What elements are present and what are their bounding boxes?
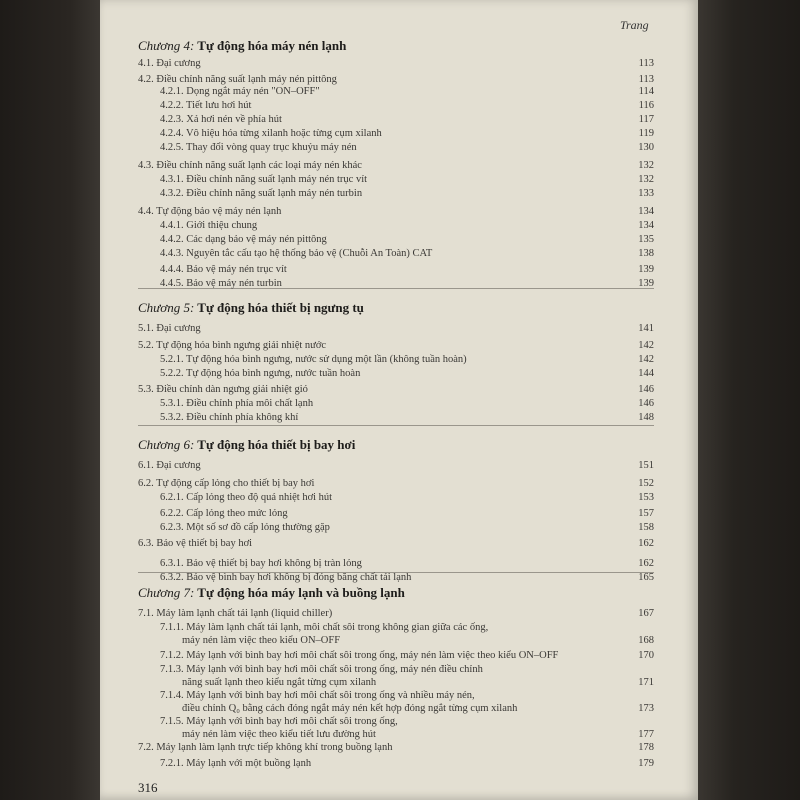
toc-entry-page: 132 [638, 174, 654, 185]
toc-entry-page: 138 [638, 248, 654, 259]
toc-entry-page: 142 [638, 354, 654, 365]
toc-entry-text: 4.2.3. Xả hơi nén về phía hút [160, 114, 282, 125]
toc-entry-page: 133 [638, 188, 654, 199]
toc-entry-text: 7.1. Máy làm lạnh chất tải lạnh (liquid chiller) [138, 608, 333, 619]
toc-entry[interactable] [100, 412, 698, 426]
toc-page [100, 0, 698, 800]
toc-entry-page: 173 [638, 703, 654, 714]
toc-entry[interactable] [100, 340, 698, 354]
chapter-title: Tự động hóa thiết bị ngưng tụ [194, 300, 364, 315]
toc-entry-page: 139 [638, 264, 654, 275]
toc-entry-text: 4.4.4. Bảo vệ máy nén trục vít [160, 264, 287, 275]
toc-entry-page: 157 [638, 508, 654, 519]
toc-entry-continuation-text: điều chỉnh Q₀ bằng cách đóng ngắt máy nén kết hợp đóng ngắt từng cụm xilanh [182, 703, 518, 714]
chapter-title: Tự động hóa máy nén lạnh [194, 38, 347, 53]
toc-entry-page: 162 [638, 538, 654, 549]
book-edge-shadow [698, 0, 800, 800]
toc-entry-page: 130 [638, 142, 654, 153]
toc-entry-page: 158 [638, 522, 654, 533]
toc-entry-text: 4.2.4. Vô hiệu hóa từng xilanh hoặc từng cụm xilanh [160, 128, 382, 139]
toc-entry-page: 144 [638, 368, 654, 379]
toc-entry-page: 134 [638, 206, 654, 217]
toc-entry[interactable] [100, 492, 698, 506]
toc-entry-text: 6.2.1. Cấp lỏng theo độ quá nhiệt hơi hút [160, 492, 333, 503]
toc-entry-page: 177 [638, 729, 654, 740]
toc-entry-text: 4.1. Đại cương [138, 58, 201, 69]
toc-entry-text: 5.1. Đại cương [138, 323, 201, 334]
toc-entry-continuation-text: máy nén làm việc theo kiểu tiết lưu đường hút [182, 729, 376, 740]
toc-entry-text: 6.3.1. Bảo vệ thiết bị bay hơi không bị tràn lỏng [160, 558, 362, 569]
toc-entry[interactable] [100, 220, 698, 234]
toc-entry-text: 6.3. Bảo vệ thiết bị bay hơi [138, 538, 253, 549]
toc-entry-page: 170 [638, 650, 654, 661]
toc-entry-page: 135 [638, 234, 654, 245]
toc-entry[interactable] [100, 86, 698, 100]
toc-entry-text: 5.3.1. Điều chỉnh phía môi chất lạnh [160, 398, 314, 409]
toc-entry-page: 117 [638, 114, 654, 125]
toc-entry-text: 5.2. Tự động hóa bình ngưng giải nhiệt nước [138, 340, 327, 351]
chapter-heading[interactable] [138, 38, 346, 54]
toc-entry[interactable] [100, 278, 698, 292]
toc-entry-text: 7.1.1. Máy làm lạnh chất tải lạnh, môi chất sôi trong không gian giữa các ống, [160, 622, 489, 633]
page-column-header: Trang [620, 18, 649, 32]
toc-entry-continuation-text: máy nén làm việc theo kiểu ON–OFF [182, 635, 341, 646]
toc-entry-page: 168 [638, 635, 654, 646]
toc-entry[interactable] [100, 538, 698, 552]
toc-entry[interactable] [100, 323, 698, 337]
toc-entry-text: 7.1.5. Máy lạnh với bình bay hơi môi chất sôi trong ống, [160, 716, 398, 727]
toc-entry-page: 153 [638, 492, 654, 503]
chapter-label: Chương 6: [138, 437, 195, 452]
toc-entry-page: 141 [638, 323, 654, 334]
toc-entry-continuation-text: năng suất lạnh theo kiểu ngắt từng cụm xilanh [182, 677, 377, 688]
toc-entry-text: 4.2.2. Tiết lưu hơi hút [160, 100, 252, 111]
toc-entry[interactable] [100, 742, 698, 756]
toc-entry-text: 7.2. Máy lạnh làm lạnh trực tiếp không khí trong buồng lạnh [138, 742, 393, 753]
toc-entry-text: 7.1.4. Máy lạnh với bình bay hơi môi chất sôi trong ống và nhiều máy nén, [160, 690, 475, 701]
chapter-label: Chương 5: [138, 300, 195, 315]
toc-entry-page: 179 [638, 758, 654, 769]
toc-entry-text: 4.3.1. Điều chỉnh năng suất lạnh máy nén trục vít [160, 174, 368, 185]
toc-entry-text: 7.2.1. Máy lạnh với một buồng lạnh [160, 758, 312, 769]
toc-entry-page: 171 [638, 677, 654, 688]
chapter-label: Chương 7: [138, 585, 195, 600]
toc-entry-page: 139 [638, 278, 654, 289]
page-number: 316 [138, 780, 158, 795]
toc-entry-text: 6.2.2. Cấp lỏng theo mức lỏng [160, 508, 288, 519]
toc-entry-text: 4.2.5. Thay đổi vòng quay trục khuỷu máy nén [160, 142, 357, 153]
toc-entry[interactable] [100, 160, 698, 174]
toc-entry-text: 7.1.2. Máy lạnh với bình bay hơi môi chất sôi trong ống, máy nén làm việc theo kiểu ON–OFF [160, 650, 559, 661]
toc-entry[interactable] [100, 508, 698, 522]
toc-entry[interactable] [100, 142, 698, 156]
toc-entry-text: 5.3. Điều chỉnh dàn ngưng giải nhiệt gió [138, 384, 308, 395]
toc-entry-text: 6.2. Tự động cấp lỏng cho thiết bị bay hơi [138, 478, 315, 489]
toc-entry-text: 5.2.2. Tự động hóa bình ngưng, nước tuần hoàn [160, 368, 361, 379]
toc-entry-page: 113 [638, 74, 654, 85]
toc-entry[interactable] [100, 460, 698, 474]
chapter-heading[interactable] [138, 437, 355, 453]
chapter-heading[interactable] [138, 585, 405, 601]
toc-entry[interactable] [100, 188, 698, 202]
toc-entry[interactable] [100, 650, 698, 664]
toc-entry-continuation [100, 677, 698, 691]
toc-entry-continuation [100, 729, 698, 743]
toc-entry-page: 162 [638, 558, 654, 569]
toc-entry[interactable] [100, 522, 698, 536]
toc-entry[interactable] [100, 174, 698, 188]
toc-entry-continuation [100, 635, 698, 649]
toc-entry[interactable] [100, 248, 698, 262]
toc-entry-page: 167 [638, 608, 654, 619]
toc-entry[interactable] [100, 384, 698, 398]
toc-entry[interactable] [100, 100, 698, 114]
toc-entry-text: 4.4.3. Nguyên tắc cấu tạo hệ thống bảo vệ (Chuỗi An Toàn) CAT [160, 248, 433, 259]
toc-entry[interactable] [100, 234, 698, 248]
toc-entry-text: 6.1. Đại cương [138, 460, 201, 471]
toc-entry-text: 7.1.3. Máy lạnh với bình bay hơi môi chất sôi trong ống, máy nén điều chỉnh [160, 664, 483, 675]
toc-entry-page: 148 [638, 412, 654, 423]
toc-entry[interactable] [100, 558, 698, 572]
toc-entry-page: 152 [638, 478, 654, 489]
toc-entry-page: 151 [638, 460, 654, 471]
toc-entry-text: 4.4.2. Các dạng bảo vệ máy nén pittông [160, 234, 327, 245]
toc-entry-page: 116 [638, 100, 654, 111]
toc-entry[interactable] [100, 206, 698, 220]
toc-entry-page: 165 [638, 572, 654, 583]
toc-entry-page: 113 [638, 58, 654, 69]
toc-entry[interactable] [100, 128, 698, 142]
toc-entry[interactable] [100, 478, 698, 492]
toc-entry-text: 6.2.3. Một số sơ đồ cấp lỏng thường gặp [160, 522, 330, 533]
toc-entry[interactable] [100, 58, 698, 72]
toc-entry[interactable] [100, 572, 698, 586]
toc-entry[interactable] [100, 608, 698, 622]
toc-entry-page: 114 [638, 86, 654, 97]
toc-entry-text: 4.2.1. Dọng ngắt máy nén "ON–OFF" [160, 86, 320, 97]
toc-entry[interactable] [100, 264, 698, 278]
toc-entry-page: 142 [638, 340, 654, 351]
toc-entry[interactable] [100, 114, 698, 128]
chapter-title: Tự động hóa thiết bị bay hơi [194, 437, 356, 452]
toc-entry-text: 6.3.2. Bảo vệ bình bay hơi không bị đóng băng chất tải lạnh [160, 572, 412, 583]
chapter-label: Chương 4: [138, 38, 195, 53]
toc-entry[interactable] [100, 398, 698, 412]
toc-entry-text: 4.4.1. Giới thiệu chung [160, 220, 258, 231]
toc-entry-continuation [100, 703, 698, 717]
chapter-heading[interactable] [138, 300, 364, 316]
toc-entry-text: 5.3.2. Điều chỉnh phía không khí [160, 412, 299, 423]
toc-entry[interactable] [100, 354, 698, 368]
chapter-title: Tự động hóa máy lạnh và buồng lạnh [194, 585, 405, 600]
toc-entry[interactable] [100, 758, 698, 772]
toc-entry-page: 146 [638, 384, 654, 395]
toc-entry-page: 178 [638, 742, 654, 753]
toc-entry-text: 4.2. Điều chỉnh năng suất lạnh máy nén pittông [138, 74, 337, 85]
toc-entry-page: 132 [638, 160, 654, 171]
toc-entry-text: 4.3. Điều chỉnh năng suất lạnh các loại máy nén khác [138, 160, 362, 171]
toc-entry-text: 5.2.1. Tự động hóa bình ngưng, nước sử dụng một lần (không tuần hoàn) [160, 354, 467, 365]
toc-entry-text: 4.4. Tự động bảo vệ máy nén lạnh [138, 206, 282, 217]
toc-entry-text: 4.3.2. Điều chỉnh năng suất lạnh máy nén turbin [160, 188, 363, 199]
toc-entry-text: 4.4.5. Bảo vệ máy nén turbin [160, 278, 282, 289]
book-spine-shadow [0, 0, 100, 800]
toc-entry-page: 119 [638, 128, 654, 139]
toc-entry-page: 146 [638, 398, 654, 409]
toc-entry-page: 134 [638, 220, 654, 231]
toc-entry[interactable] [100, 368, 698, 382]
